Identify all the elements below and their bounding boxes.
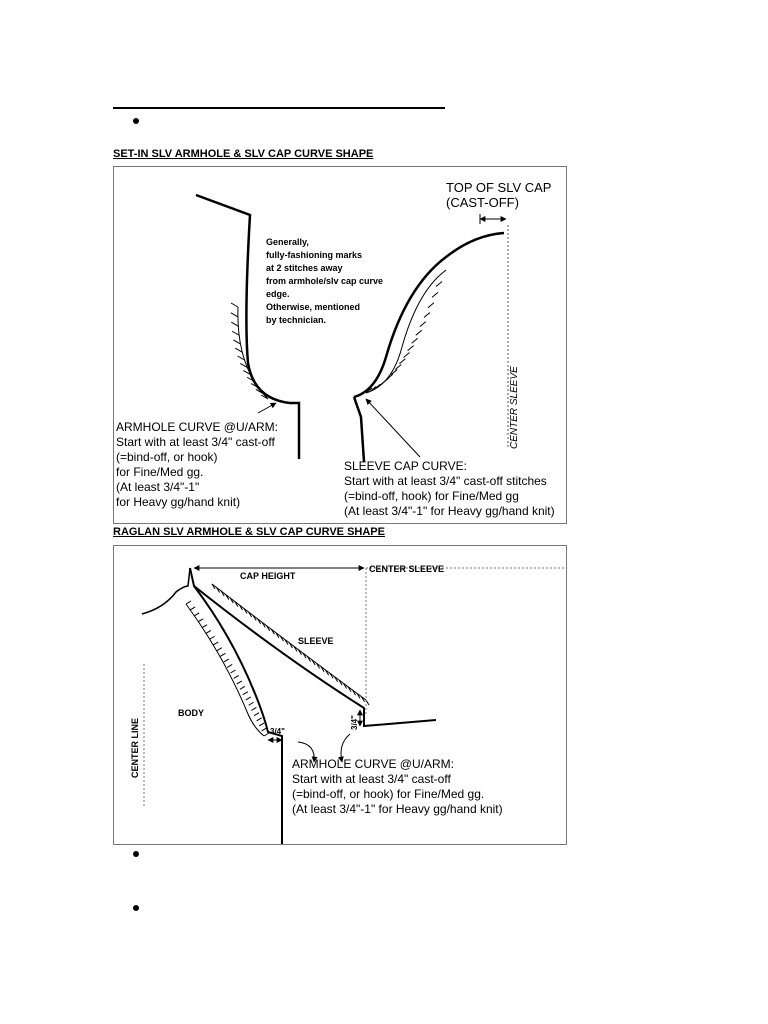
set-in-diagram-panel — [113, 166, 567, 524]
sleeve-cap-outline — [354, 233, 504, 397]
raglan-armhole-note-line: Start with at least 3/4" cast-off — [292, 772, 451, 786]
top-cap-label: TOP OF SLV CAP — [446, 180, 552, 195]
raglan-sleeve-outline — [194, 586, 436, 726]
sleeve-cap-note-line: Start with at least 3/4" cast-off stitches — [344, 474, 547, 488]
bullet-point — [133, 851, 139, 857]
set-in-diagram — [114, 167, 566, 523]
svg-text:ARMHOLE CURVE @U/ARM: St — [116, 420, 281, 509]
raglan-section-title: RAGLAN SLV ARMHOLE & SLV CAP CURVE SHAPE — [113, 526, 385, 538]
cap-height-label: CAP HEIGHT — [240, 571, 296, 581]
sleeve-dim-label: 3/4" — [350, 715, 359, 730]
raglan-body-outline — [190, 568, 282, 844]
cast-off-label: (CAST-OFF) — [446, 195, 519, 210]
body-label: BODY — [178, 708, 205, 718]
note-line: Otherwise, mentioned — [266, 302, 361, 312]
raglan-armhole-note-line: (At least 3/4"-1" for Heavy gg/hand knit) — [292, 802, 503, 816]
sleeve-label: SLEEVE — [298, 636, 334, 646]
bullet-point — [133, 905, 139, 911]
armhole-leader-arrow — [258, 403, 276, 413]
sleeve-fashioning-line — [212, 584, 366, 700]
body-dim-label: 3/4" — [270, 727, 285, 736]
armhole-note-line: (=bind-off, or hook) — [116, 450, 218, 464]
sleeve-cap-fashioning-line — [366, 275, 440, 393]
sleeve-cap-note-line: SLEEVE CAP CURVE: — [344, 459, 467, 473]
armhole-note-line: for Fine/Med gg. — [116, 465, 204, 479]
sleeve-cap-leader-arrow — [366, 399, 420, 457]
raglan-diagram-panel — [113, 545, 567, 845]
svg-text:TOP OF SLV CAP — [446, 180, 551, 195]
sleeve-cap-note-line: (=bind-off, hook) for Fine/Med gg — [344, 489, 519, 503]
note-line: at 2 stitches away — [266, 263, 343, 273]
center-line-label: CENTER LINE — [130, 717, 140, 778]
neckline-outline — [142, 568, 190, 614]
svg-text:SLEEVE CAP CURVE: Start — [344, 459, 555, 518]
note-line: from armhole/slv cap curve — [266, 276, 384, 286]
sleeve-cap-side — [354, 397, 364, 462]
armhole-note-line: for Heavy gg/hand knit) — [116, 495, 241, 509]
svg-text:(CAST-OFF) — [446, 195, 519, 210]
armhole-note-line: ARMHOLE CURVE @U/ARM: — [116, 420, 278, 434]
horizontal-rule — [113, 107, 445, 109]
armhole-note-line: (At least 3/4"-1" — [116, 480, 200, 494]
svg-text:ARMHOLE CURVE @U/ARM: St — [292, 757, 503, 816]
note-line: by technician. — [266, 315, 327, 325]
armhole-fashioning-hatch — [231, 303, 268, 399]
note-line: edge. — [266, 289, 290, 299]
bullet-point — [133, 118, 139, 124]
raglan-armhole-note-line: (=bind-off, or hook) for Fine/Med gg. — [292, 787, 485, 801]
raglan-armhole-note-line: ARMHOLE CURVE @U/ARM: — [292, 757, 454, 771]
armhole-fashioning-line — [238, 307, 268, 399]
set-in-section-title: SET-IN SLV ARMHOLE & SLV CAP CURVE SHAPE — [113, 148, 374, 160]
center-sleeve-label: CENTER SLEEVE — [509, 366, 520, 449]
svg-text:Generally, fully-fashion — [266, 237, 386, 325]
note-line: Generally, — [266, 237, 309, 247]
note-line: fully-fashioning marks — [266, 250, 363, 260]
armhole-note-line: Start with at least 3/4" cast-off — [116, 435, 275, 449]
center-sleeve-label: CENTER SLEEVE — [369, 564, 445, 574]
sleeve-cap-note-line: (At least 3/4"-1" for Heavy gg/hand knit) — [344, 504, 555, 518]
raglan-diagram — [114, 546, 566, 844]
